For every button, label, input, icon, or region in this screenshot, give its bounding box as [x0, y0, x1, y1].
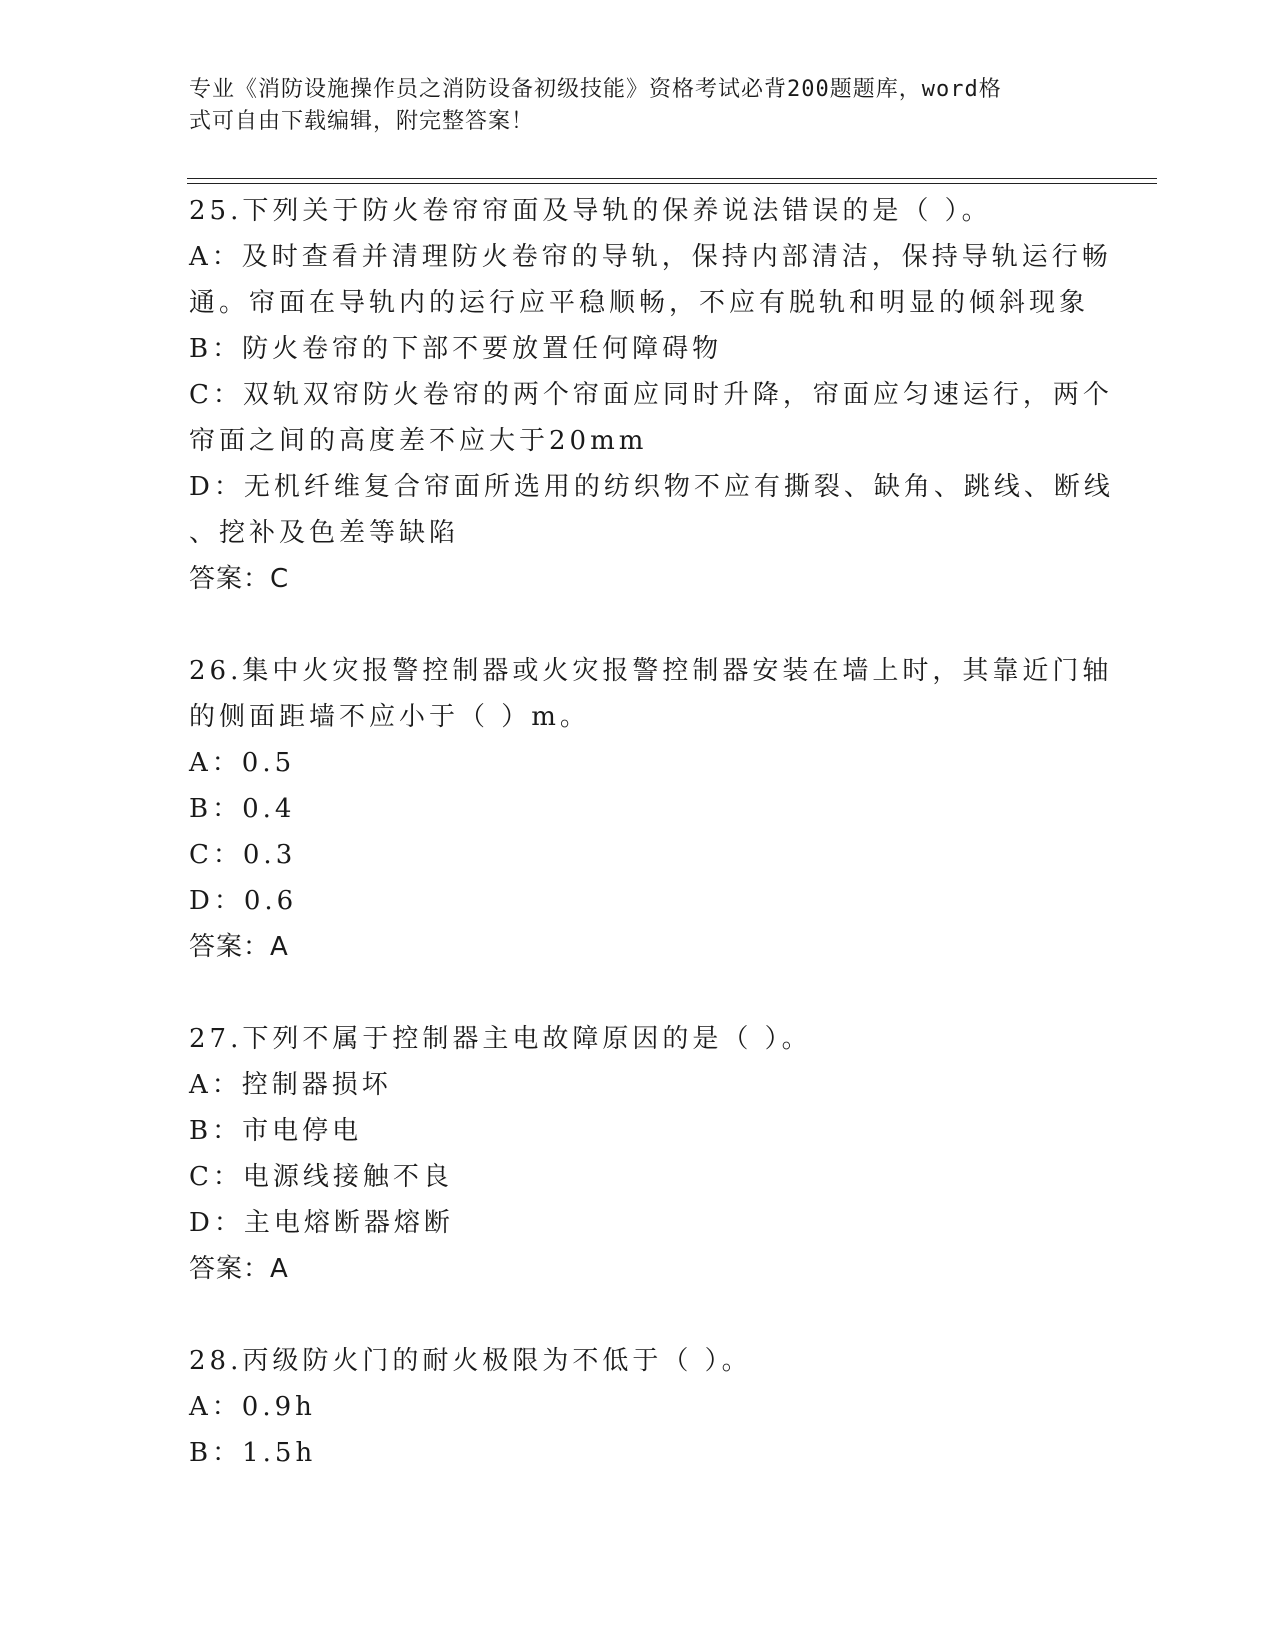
option-a: A：0.5	[189, 748, 296, 778]
option-d: D：主电熔断器熔断	[189, 1208, 454, 1238]
answer: 答案：A	[189, 932, 289, 962]
question-26	[189, 648, 1113, 970]
answer: 答案：C	[189, 564, 290, 594]
option-a	[189, 234, 1112, 326]
question-spacer	[189, 1292, 1089, 1338]
header-divider-top	[187, 178, 1157, 179]
question-28	[189, 1338, 1089, 1476]
option-c: C：0.3	[189, 840, 297, 870]
question-text: 26.集中火灾报警控制器或火灾报警控制器安装在墙上时，其靠近门轴	[189, 656, 1113, 686]
header-line-2: 式可自由下载编辑，附完整答案！	[189, 109, 535, 134]
question-spacer	[189, 970, 1089, 1016]
question-spacer	[189, 602, 1089, 648]
option-a: A：控制器损坏	[189, 1070, 392, 1100]
question-list	[189, 188, 1114, 1476]
option-d	[189, 464, 1114, 556]
option-b: B：市电停电	[189, 1116, 363, 1146]
option-text: D：无机纤维复合帘面所选用的纺织物不应有撕裂、缺角、跳线、断线	[189, 472, 1114, 502]
option-text-continued: 帘面之间的高度差不应大于20mm	[189, 426, 648, 456]
answer: 答案：A	[189, 1254, 289, 1284]
option-text-continued: 通。帘面在导轨内的运行应平稳顺畅，不应有脱轨和明显的倾斜现象	[189, 288, 1090, 318]
option-text-continued: 、挖补及色差等缺陷	[189, 518, 460, 548]
question-27	[189, 1016, 1089, 1292]
question-text-continued: 的侧面距墙不应小于（ ）m。	[189, 702, 590, 732]
header-line-1: 专业《消防设施操作员之消防设备初级技能》资格考试必背200题题库，word格	[189, 77, 1002, 102]
option-text: A：及时查看并清理防火卷帘的导轨，保持内部清洁，保持导轨运行畅	[189, 242, 1112, 272]
option-text: C：双轨双帘防火卷帘的两个帘面应同时升降，帘面应匀速运行，两个	[189, 380, 1113, 410]
option-d: D：0.6	[189, 886, 298, 916]
option-c	[189, 372, 1113, 464]
document-header	[189, 74, 1069, 138]
header-divider-bottom	[187, 183, 1157, 184]
option-b: B：0.4	[189, 794, 296, 824]
option-text: B：防火卷帘的下部不要放置任何障碍物	[189, 334, 723, 364]
question-text: 25.下列关于防火卷帘帘面及导轨的保养说法错误的是（ ）。	[189, 196, 992, 226]
option-c: C：电源线接触不良	[189, 1162, 453, 1192]
option-b: B：1.5h	[189, 1438, 317, 1468]
option-a: A：0.9h	[189, 1392, 316, 1422]
question-25	[189, 188, 1114, 602]
question-text: 27.下列不属于控制器主电故障原因的是（ ）。	[189, 1024, 812, 1054]
option-b	[189, 326, 1089, 372]
question-text: 28.丙级防火门的耐火极限为不低于（ ）。	[189, 1346, 752, 1376]
